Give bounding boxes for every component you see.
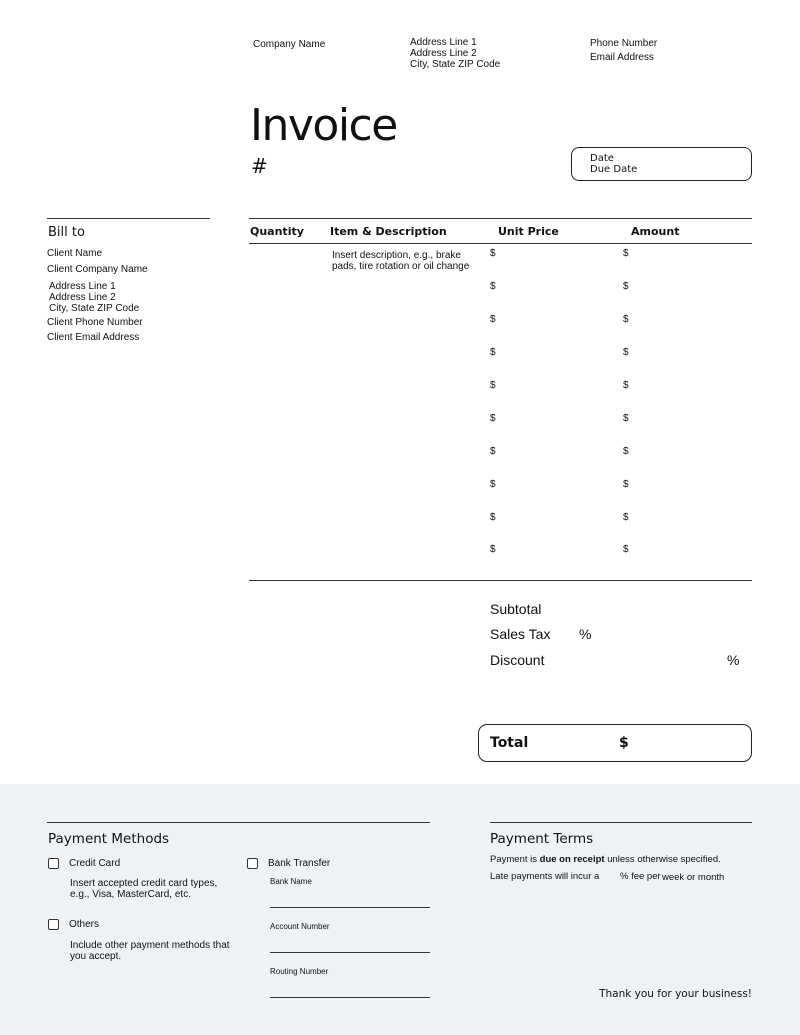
late-fee-period: week or month bbox=[662, 872, 725, 883]
client-phone: Client Phone Number bbox=[47, 317, 143, 328]
unit-price-currency: $ bbox=[490, 314, 496, 325]
bank-transfer-checkbox[interactable] bbox=[247, 858, 258, 869]
client-email: Client Email Address bbox=[47, 332, 140, 343]
thank-you-note: Thank you for your business! bbox=[599, 988, 752, 1000]
col-amount: Amount bbox=[631, 225, 680, 238]
col-description: Item & Description bbox=[330, 225, 447, 238]
invoice-number-label: # bbox=[251, 154, 268, 178]
payment-terms-line1 bbox=[490, 854, 721, 865]
amount-currency: $ bbox=[623, 248, 629, 259]
col-unit-price: Unit Price bbox=[498, 225, 559, 238]
amount-currency: $ bbox=[623, 314, 629, 325]
unit-price-currency: $ bbox=[490, 446, 496, 457]
credit-card-note-line1: Insert accepted credit card types, bbox=[70, 878, 218, 889]
credit-card-label: Credit Card bbox=[69, 858, 121, 869]
discount-label: Discount bbox=[490, 652, 545, 668]
table-header-rule bbox=[249, 243, 752, 244]
company-phone: Phone Number bbox=[590, 38, 658, 49]
unit-price-currency: $ bbox=[490, 512, 496, 523]
client-company: Client Company Name bbox=[47, 264, 148, 275]
others-checkbox[interactable] bbox=[48, 919, 59, 930]
terms-line1-post: unless otherwise specified. bbox=[604, 854, 721, 865]
others-note-line1: Include other payment methods that bbox=[70, 940, 230, 951]
total-label: Total bbox=[490, 735, 529, 751]
amount-currency: $ bbox=[623, 512, 629, 523]
payment-methods-rule bbox=[47, 822, 430, 823]
credit-card-note-line2: e.g., Visa, MasterCard, etc. bbox=[70, 889, 191, 900]
bank-name-label: Bank Name bbox=[270, 877, 312, 886]
sales-tax-label: Sales Tax bbox=[490, 626, 551, 642]
payment-terms-rule bbox=[490, 822, 752, 823]
terms-line1-pre: Payment is bbox=[490, 854, 540, 865]
unit-price-currency: $ bbox=[490, 413, 496, 424]
table-top-rule bbox=[249, 218, 752, 219]
footer-panel bbox=[0, 784, 800, 1035]
amount-currency: $ bbox=[623, 380, 629, 391]
company-address-line2: Address Line 2 bbox=[410, 48, 477, 59]
bank-name-field[interactable] bbox=[270, 907, 430, 908]
others-label: Others bbox=[69, 919, 100, 930]
date-box bbox=[571, 147, 752, 181]
terms-due-on-receipt: due on receipt bbox=[539, 854, 605, 865]
company-name: Company Name bbox=[253, 39, 326, 50]
total-currency: $ bbox=[619, 735, 629, 751]
unit-price-currency: $ bbox=[490, 544, 496, 555]
late-fee-text: Late payments will incur a bbox=[490, 871, 600, 882]
company-city: City, State ZIP Code bbox=[410, 59, 501, 70]
due-date-label: Due Date bbox=[590, 164, 638, 175]
discount-percent: % bbox=[727, 652, 740, 668]
amount-currency: $ bbox=[623, 281, 629, 292]
routing-number-label: Routing Number bbox=[270, 967, 329, 976]
amount-currency: $ bbox=[623, 446, 629, 457]
unit-price-currency: $ bbox=[490, 479, 496, 490]
account-number-label: Account Number bbox=[270, 922, 330, 931]
client-name: Client Name bbox=[47, 248, 103, 259]
amount-currency: $ bbox=[623, 347, 629, 358]
unit-price-currency: $ bbox=[490, 380, 496, 391]
credit-card-note bbox=[70, 878, 217, 900]
late-fee-percent: % fee per bbox=[620, 871, 661, 882]
credit-card-checkbox[interactable] bbox=[48, 858, 59, 869]
bill-to-heading: Bill to bbox=[48, 225, 85, 240]
item-description-line1: Insert description, e.g., brake bbox=[332, 250, 461, 261]
subtotal-label: Subtotal bbox=[490, 601, 542, 617]
bill-to-rule bbox=[47, 218, 210, 219]
others-note-line2: you accept. bbox=[70, 951, 122, 962]
invoice-title: Invoice bbox=[250, 100, 397, 151]
payment-terms-heading: Payment Terms bbox=[490, 831, 594, 847]
payment-methods-heading: Payment Methods bbox=[48, 831, 170, 847]
col-quantity: Quantity bbox=[250, 225, 304, 238]
routing-number-field[interactable] bbox=[270, 997, 430, 998]
account-number-field[interactable] bbox=[270, 952, 430, 953]
amount-currency: $ bbox=[623, 413, 629, 424]
date-label: Date bbox=[590, 153, 614, 164]
company-address-line1: Address Line 1 bbox=[410, 37, 477, 48]
client-address-line2: Address Line 2 bbox=[49, 292, 116, 303]
others-note bbox=[70, 940, 230, 962]
client-address-line1: Address Line 1 bbox=[49, 281, 116, 292]
total-box bbox=[478, 724, 752, 762]
amount-currency: $ bbox=[623, 544, 629, 555]
company-contact bbox=[590, 37, 657, 65]
bank-transfer-label: Bank Transfer bbox=[268, 858, 331, 869]
item-description-line2: pads, tire rotation or oil change bbox=[332, 261, 470, 272]
client-city: City, State ZIP Code bbox=[49, 303, 140, 314]
item-description bbox=[332, 250, 469, 272]
client-address bbox=[49, 281, 139, 314]
company-address bbox=[410, 37, 500, 70]
company-email: Email Address bbox=[590, 52, 654, 63]
unit-price-currency: $ bbox=[490, 248, 496, 259]
unit-price-currency: $ bbox=[490, 347, 496, 358]
amount-currency: $ bbox=[623, 479, 629, 490]
sales-tax-percent: % bbox=[579, 626, 592, 642]
unit-price-currency: $ bbox=[490, 281, 496, 292]
table-bottom-rule bbox=[249, 580, 752, 581]
